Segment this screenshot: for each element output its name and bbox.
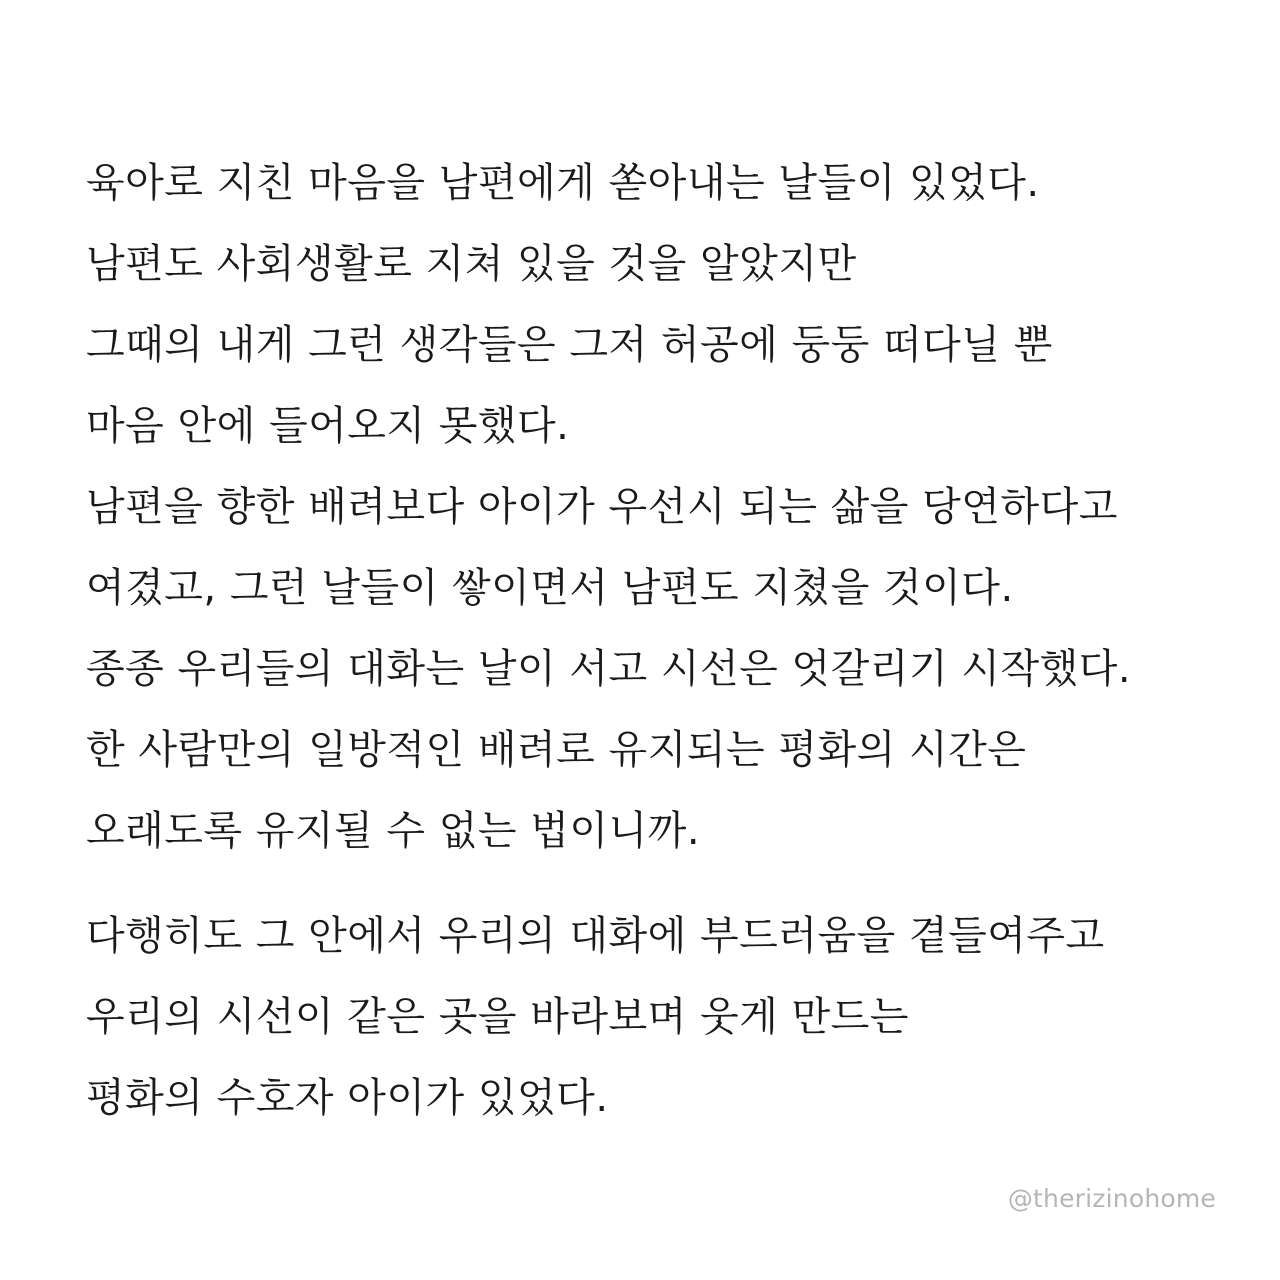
body-text xyxy=(86,143,1206,1139)
text-line: 종종 우리들의 대화는 날이 서고 시선은 엇갈리기 시작했다. xyxy=(86,646,1132,692)
text-line: 평화의 수호자 아이가 있었다. xyxy=(86,1075,609,1121)
text-line: 다행히도 그 안에서 우리의 대화에 부드러움을 곁들여주고 xyxy=(86,913,1105,959)
text-line: 남편을 향한 배려보다 아이가 우선시 되는 삶을 당연하다고 xyxy=(86,484,1118,530)
text-line: 한 사람만의 일방적인 배려로 유지되는 평화의 시간은 xyxy=(86,727,1027,773)
paragraph-2 xyxy=(86,896,1206,1139)
text-line: 남편도 사회생활로 지쳐 있을 것을 알았지만 xyxy=(86,241,857,287)
text-line: 마음 안에 들어오지 못했다. xyxy=(86,403,570,449)
watermark-handle: @therizinohome xyxy=(1007,1184,1216,1213)
text-line: 우리의 시선이 같은 곳을 바라보며 웃게 만드는 xyxy=(86,994,909,1040)
text-line: 육아로 지친 마음을 남편에게 쏟아내는 날들이 있었다. xyxy=(86,160,1040,206)
paragraph-1 xyxy=(86,143,1206,872)
text-line: 여겼고, 그런 날들이 쌓이면서 남편도 지쳤을 것이다. xyxy=(86,565,1014,611)
text-line: 오래도록 유지될 수 없는 법이니까. xyxy=(86,808,701,854)
text-line: 그때의 내게 그런 생각들은 그저 허공에 둥둥 떠다닐 뿐 xyxy=(86,322,1053,368)
paragraph-divider xyxy=(86,872,1206,896)
